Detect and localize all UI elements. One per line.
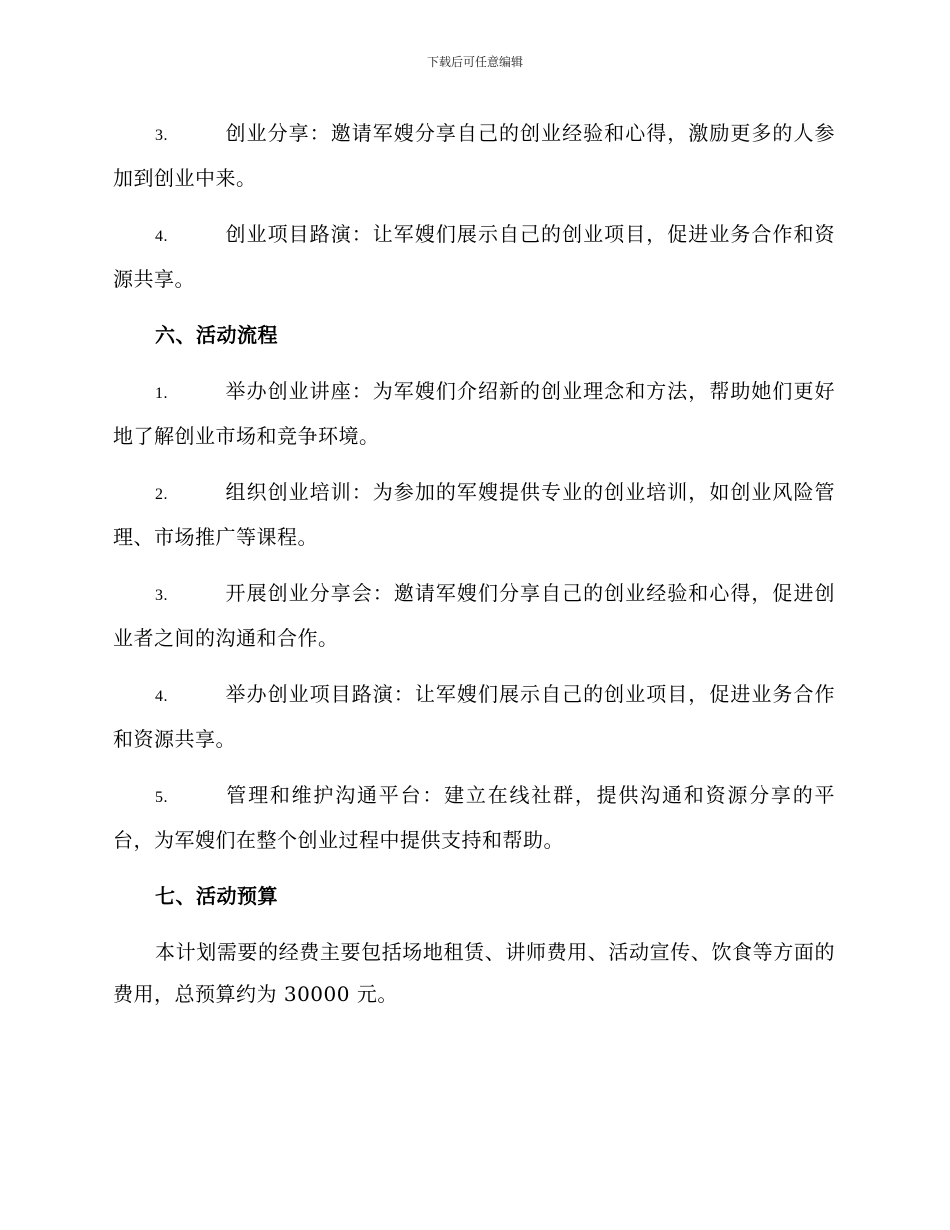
list-item-number: 3. xyxy=(155,127,168,144)
section-heading-activity-budget: 七、活动预算 xyxy=(155,884,278,908)
list-item-number: 4. xyxy=(155,688,168,705)
document-body xyxy=(113,112,835,1015)
list-item-number: 4. xyxy=(155,228,168,245)
list-item-text: 管理和维护沟通平台：建立在线社群，提供沟通和资源分享的平台，为军嫂们在整个创业过程中提供支持和帮助。 xyxy=(113,783,835,852)
page-header: 下载后可任意编辑 xyxy=(426,55,523,69)
list-item-text: 开展创业分享会：邀请军嫂们分享自己的创业经验和心得，促进创业者之间的沟通和合作。 xyxy=(113,581,835,650)
list-item xyxy=(113,471,835,558)
list-item xyxy=(113,572,835,659)
list-item-number: 3. xyxy=(155,587,168,604)
list-item-text: 举办创业项目路演：让军嫂们展示自己的创业项目，促进业务合作和资源共享。 xyxy=(113,682,835,751)
list-item xyxy=(113,673,835,760)
list-item-text: 组织创业培训：为参加的军嫂提供专业的创业培训，如创业风险管理、市场推广等课程。 xyxy=(113,480,835,549)
list-item-text: 举办创业讲座：为军嫂们介绍新的创业理念和方法，帮助她们更好地了解创业市场和竞争环境。 xyxy=(113,379,835,448)
list-item-number: 2. xyxy=(155,486,168,503)
list-item xyxy=(113,370,835,457)
list-item xyxy=(113,774,835,861)
list-item-number: 1. xyxy=(155,385,168,402)
budget-paragraph: 本计划需要的经费主要包括场地租赁、讲师费用、活动宣传、饮食等方面的费用，总预算约为 30000 元。 xyxy=(113,940,835,1006)
list-item xyxy=(113,112,835,199)
section-heading-activity-process: 六、活动流程 xyxy=(155,323,278,347)
list-item xyxy=(113,213,835,300)
list-item-number: 5. xyxy=(155,789,168,806)
list-item-text: 创业分享：邀请军嫂分享自己的创业经验和心得，激励更多的人参加到创业中来。 xyxy=(113,121,835,190)
list-item-text: 创业项目路演：让军嫂们展示自己的创业项目，促进业务合作和资源共享。 xyxy=(113,222,835,291)
